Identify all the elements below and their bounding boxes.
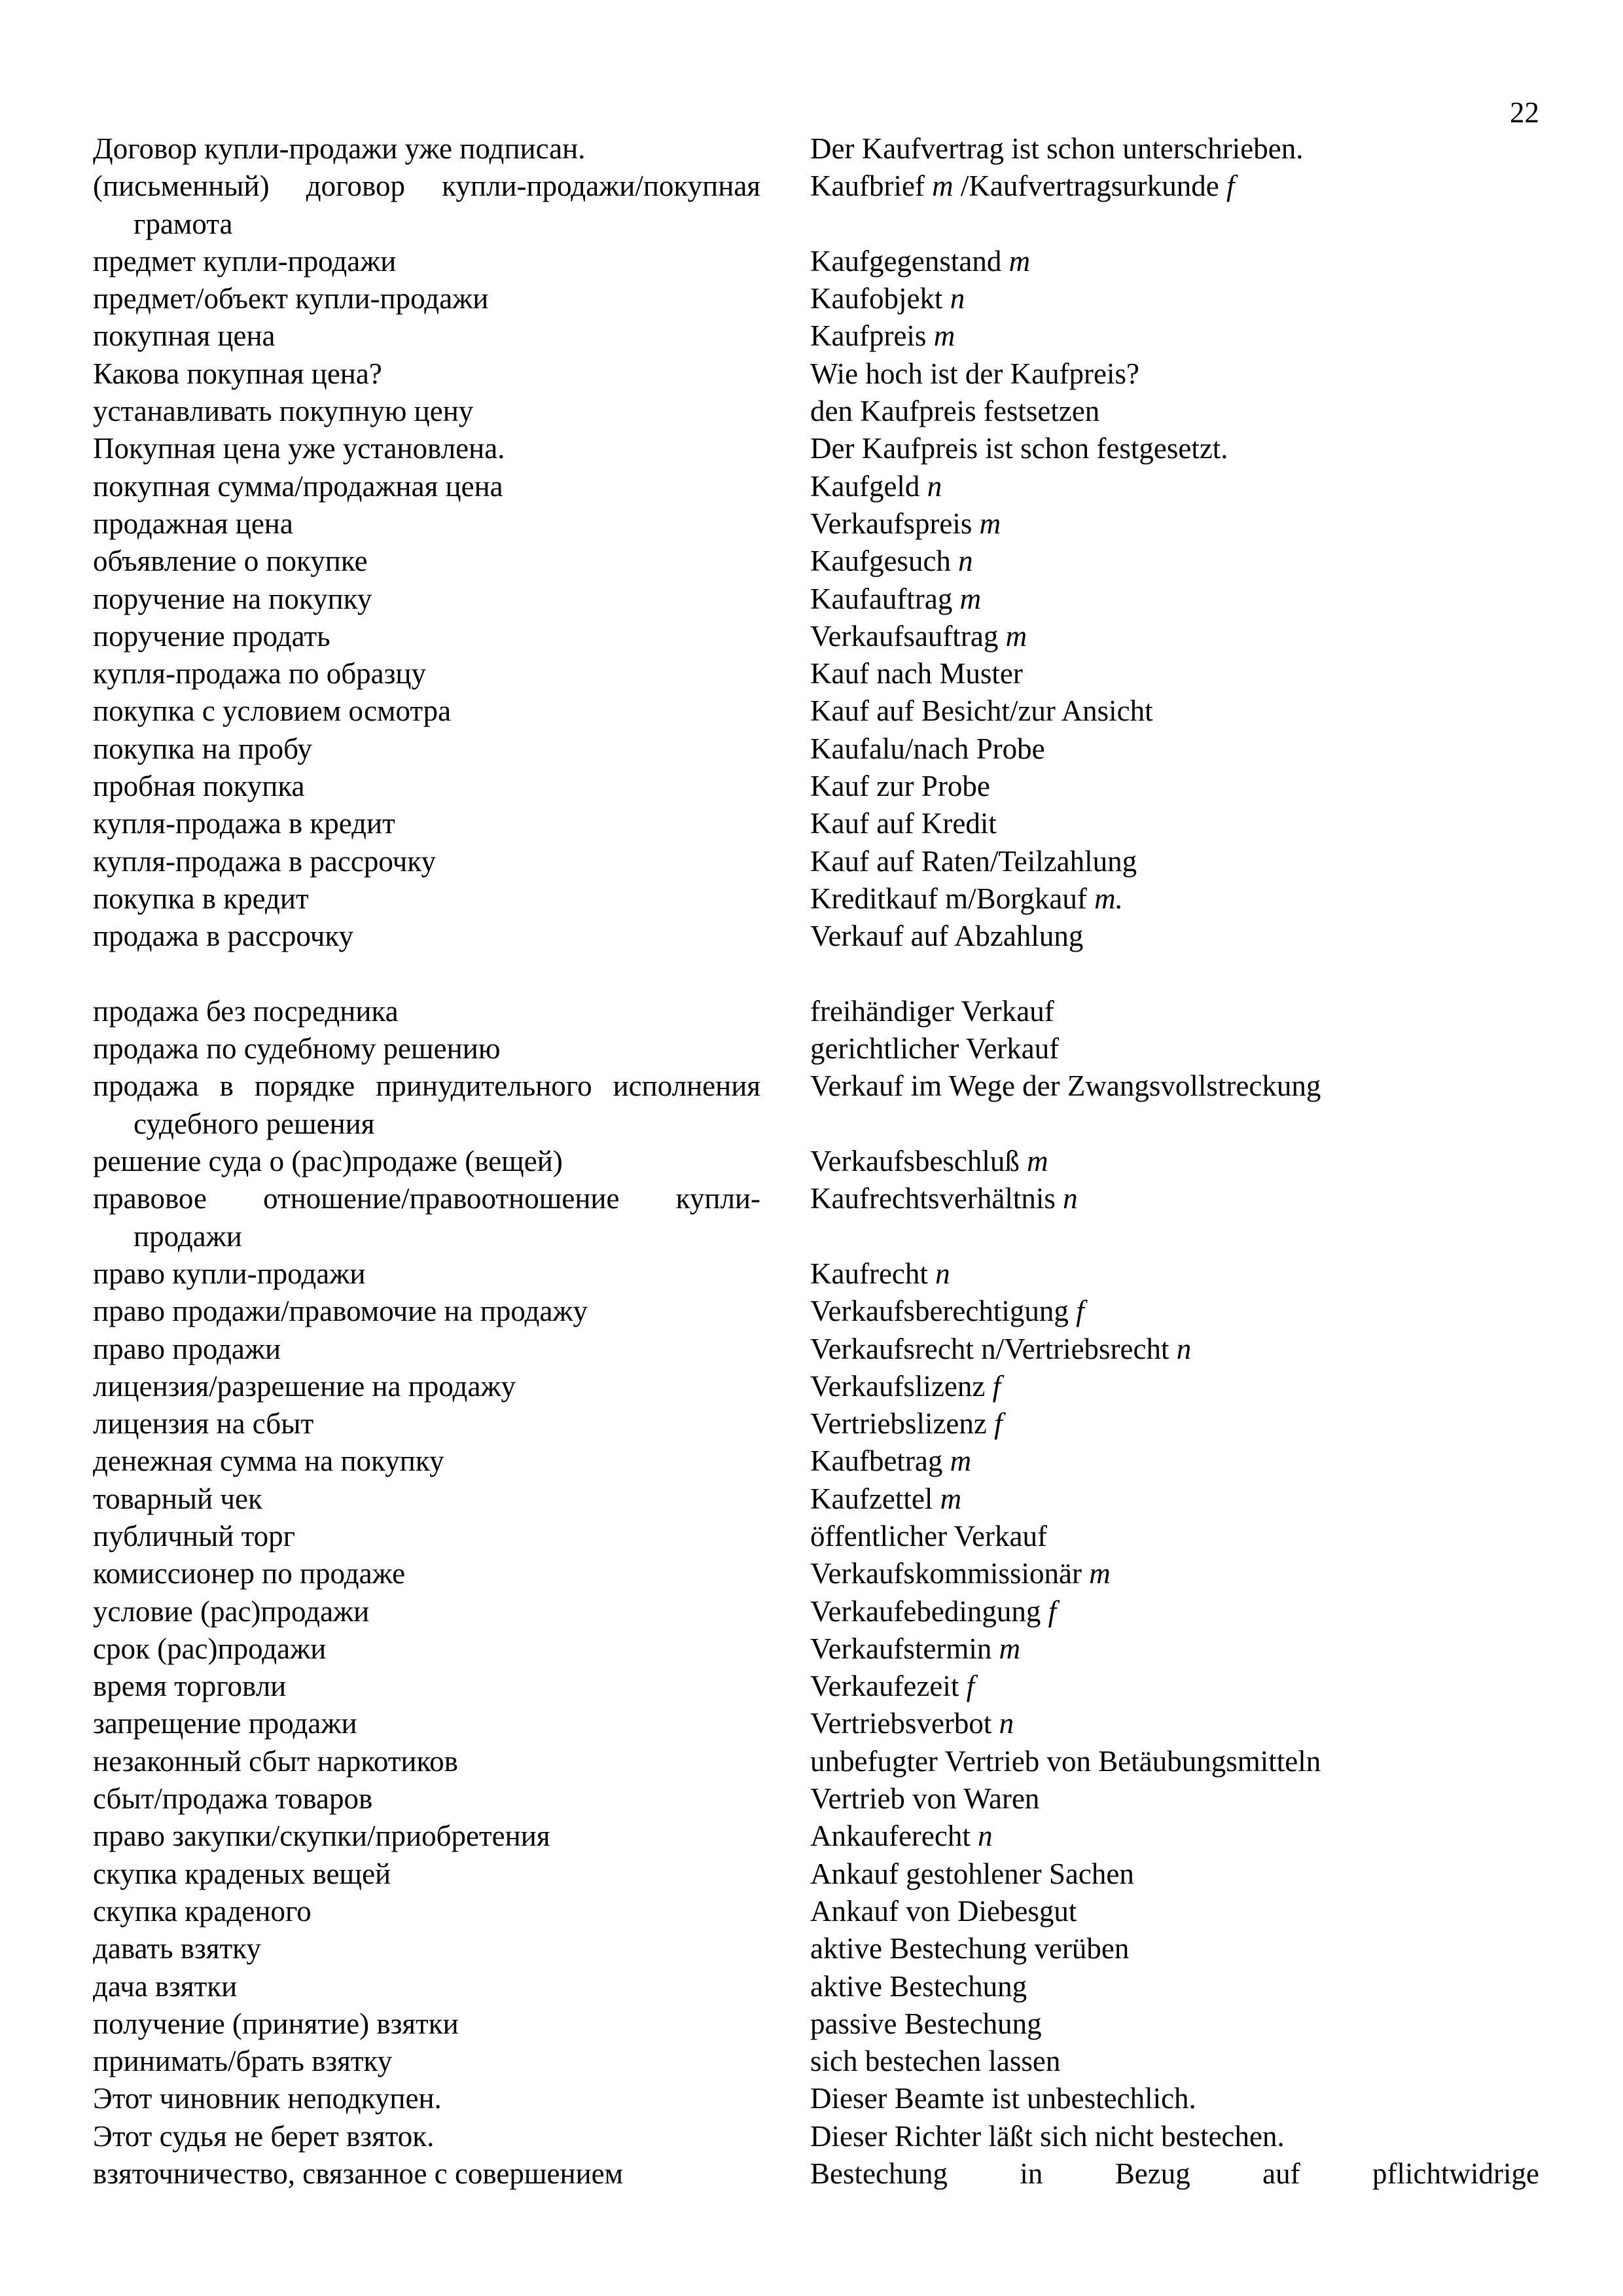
german-term — [810, 1630, 1539, 1668]
russian-term: незаконный сбыт наркотиков — [93, 1744, 458, 1778]
glossary-row — [93, 1143, 1539, 1180]
glossary-row — [93, 1331, 1539, 1368]
german-term — [810, 1555, 1539, 1592]
russian-term: скупка краденых вещей — [93, 1857, 391, 1890]
german-term — [810, 692, 1539, 730]
russian-term: пробная покупка — [93, 770, 305, 803]
russian-term: решение суда о (рас)продаже (вещей) — [93, 1145, 563, 1178]
german-term — [810, 1030, 1539, 1067]
german-text: Kaufalu/nach Probe — [810, 732, 1045, 765]
german-text: unbefugter Vertrieb von Betäubungsmitteln — [810, 1744, 1321, 1778]
grammatical-gender: n — [950, 282, 965, 315]
german-text: Kauf auf Kredit — [810, 807, 997, 840]
german-text: aktive Bestechung verüben — [810, 1932, 1130, 1965]
russian-term: товарный чек — [93, 1482, 262, 1515]
glossary-row — [93, 1743, 1539, 1780]
german-term — [810, 1331, 1539, 1368]
russian-term: лицензия/разрешение на продажу — [93, 1369, 516, 1403]
russian-term: право закупки/скупки/приобретения — [93, 1820, 550, 1853]
german-term — [810, 317, 1539, 355]
russian-term: (письменный) договор купли-продажи/покупная грамота — [93, 170, 760, 240]
german-text: Kaufrecht — [810, 1257, 936, 1290]
russian-term: покупка с условием осмотра — [93, 694, 452, 728]
russian-term: продажа в рассрочку — [93, 920, 354, 953]
russian-term: взяточничество, связанное с совершением — [93, 2157, 624, 2191]
glossary-row — [93, 1518, 1539, 1555]
russian-term: продажа по судебному решению — [93, 1032, 501, 1066]
glossary-row — [93, 618, 1539, 655]
grammatical-gender: n — [1063, 1182, 1078, 1215]
german-term — [810, 768, 1539, 805]
glossary-row — [93, 505, 1539, 543]
german-term — [810, 730, 1539, 768]
german-term — [810, 1443, 1539, 1480]
german-text: Kauf nach Muster — [810, 657, 1023, 691]
glossary-row — [93, 280, 1539, 317]
russian-term: принимать/брать взятку — [93, 2045, 393, 2078]
grammatical-gender: m — [1027, 1145, 1048, 1178]
german-text: sich bestechen lassen — [810, 2045, 1061, 2078]
russian-term: давать взятку — [93, 1932, 261, 1965]
german-text: Kaufobjekt — [810, 282, 950, 315]
glossary-row — [93, 692, 1539, 730]
german-text: Ankauf gestohlener Sachen — [810, 1857, 1134, 1890]
glossary-row — [93, 1705, 1539, 1742]
russian-term: комиссионер по продаже — [93, 1557, 406, 1590]
german-text: Dieser Beamte ist unbestechlich. — [810, 2082, 1196, 2115]
russian-term: купля-продажа в рассрочку — [93, 844, 437, 878]
german-term — [810, 355, 1539, 393]
german-text: öffentlicher Verkauf — [810, 1519, 1047, 1552]
russian-term: объявление о покупке — [93, 545, 368, 578]
glossary-row — [93, 880, 1539, 918]
glossary-row — [93, 1030, 1539, 1067]
german-text: Kaufgeld — [810, 469, 927, 503]
german-text: Kauf zur Probe — [810, 770, 990, 803]
grammatical-gender: n — [1176, 1332, 1192, 1365]
grammatical-gender: m — [1089, 1557, 1111, 1590]
grammatical-gender: m — [932, 170, 954, 203]
russian-term: предмет/объект купли-продажи — [93, 282, 489, 315]
german-text: Der Kaufvertrag ist schon unterschrieben. — [810, 132, 1304, 165]
german-text: Verkaufstermin — [810, 1632, 999, 1665]
grammatical-gender: m — [940, 1482, 962, 1515]
german-text: Vertrieb von Waren — [810, 1782, 1040, 1816]
glossary-row — [93, 2080, 1539, 2117]
german-text: Kaufzettel — [810, 1482, 940, 1515]
glossary-row — [93, 317, 1539, 355]
glossary-row — [93, 1067, 1539, 1143]
german-text: Dieser Richter läßt sich nicht bestechen. — [810, 2119, 1285, 2153]
russian-term: сбыт/продажа товаров — [93, 1782, 373, 1816]
glossary-row — [93, 130, 1539, 168]
german-term — [810, 581, 1539, 618]
glossary-row — [93, 1668, 1539, 1705]
german-term — [810, 1593, 1539, 1630]
german-term — [810, 880, 1539, 918]
german-text: Verkaufslizenz — [810, 1369, 993, 1403]
russian-term: Покупная цена уже установлена. — [93, 432, 505, 465]
russian-term: продажа в порядке принудительного исполнения судебного решения — [93, 1069, 760, 1140]
russian-term: Договор купли-продажи уже подписан. — [93, 132, 586, 165]
german-text: Bestechung in Bezug auf pflichtwidrige — [810, 2157, 1539, 2191]
glossary-row — [93, 243, 1539, 280]
russian-term: денежная сумма на покупку — [93, 1444, 444, 1478]
russian-term: устанавливать покупную цену — [93, 395, 474, 428]
german-term — [810, 1930, 1539, 1967]
german-term — [810, 2080, 1539, 2117]
german-term — [810, 1293, 1539, 1330]
glossary-row — [93, 918, 1539, 955]
glossary-row — [93, 1593, 1539, 1630]
glossary-row — [93, 430, 1539, 467]
german-text: aktive Bestechung — [810, 1969, 1027, 2003]
russian-term: скупка краденого — [93, 1894, 312, 1928]
glossary-row — [93, 581, 1539, 618]
glossary-row — [93, 655, 1539, 692]
glossary-row — [93, 1780, 1539, 1818]
russian-term: право продажи — [93, 1332, 281, 1365]
german-term — [810, 1705, 1539, 1742]
german-text: Verkaufskommissionär — [810, 1557, 1090, 1590]
glossary-row — [93, 543, 1539, 580]
glossary-row — [93, 805, 1539, 842]
russian-term: поручение на покупку — [93, 582, 372, 615]
russian-term: время торговли — [93, 1670, 287, 1703]
german-text: Ankauferecht — [810, 1820, 978, 1853]
german-text: passive Bestechung — [810, 2007, 1042, 2040]
german-term — [810, 2005, 1539, 2043]
german-term — [810, 1518, 1539, 1555]
german-text: Kaufauftrag — [810, 582, 960, 615]
german-term — [810, 843, 1539, 880]
russian-term: купля-продажа в кредит — [93, 807, 395, 840]
german-text: Vertriebsverbot — [810, 1707, 999, 1740]
german-text: Verkauf auf Abzahlung — [810, 920, 1084, 953]
german-term — [810, 1968, 1539, 2005]
glossary-row — [93, 2118, 1539, 2155]
grammatical-gender: m — [959, 582, 982, 615]
german-text: Verkaufezeit — [810, 1670, 967, 1703]
german-term — [810, 1668, 1539, 1705]
russian-term: срок (рас)продажи — [93, 1632, 327, 1665]
russian-term: покупная цена — [93, 319, 276, 353]
glossary-row — [93, 1405, 1539, 1443]
grammatical-gender: f — [994, 1407, 1003, 1441]
german-text: Kaufrechtsverhältnis — [810, 1182, 1063, 1215]
glossary-row — [93, 2043, 1539, 2080]
grammatical-gender: m — [933, 319, 955, 353]
german-term — [810, 805, 1539, 842]
german-term — [810, 1818, 1539, 1855]
blank-line — [93, 956, 1539, 993]
german-term — [810, 280, 1539, 317]
german-text: /Kaufvertragsurkunde — [953, 170, 1227, 203]
german-term — [810, 1067, 1539, 1143]
russian-term: правовое отношение/правоотношение купли-продажи — [93, 1182, 760, 1253]
russian-term: право продажи/правомочие на продажу — [93, 1295, 588, 1328]
russian-term: публичный торг — [93, 1519, 296, 1552]
german-term — [810, 168, 1539, 243]
glossary-row — [93, 2155, 1539, 2193]
grammatical-gender: n — [978, 1820, 993, 1853]
german-term — [810, 1368, 1539, 1405]
grammatical-gender: f — [1076, 1295, 1084, 1328]
german-text: Kaufgegenstand — [810, 244, 1009, 278]
glossary-row — [93, 1443, 1539, 1480]
glossary-entries — [93, 130, 1539, 2193]
russian-term: лицензия на сбыт — [93, 1407, 314, 1441]
russian-term: Какова покупная цена? — [93, 357, 382, 390]
glossary-row — [93, 768, 1539, 805]
grammatical-gender: m — [979, 507, 1001, 540]
german-term — [810, 1255, 1539, 1293]
russian-term: Этот чиновник неподкупен. — [93, 2082, 442, 2115]
grammatical-gender: m — [1005, 619, 1027, 653]
german-term — [810, 2155, 1539, 2193]
german-term — [810, 393, 1539, 430]
glossary-row — [93, 1856, 1539, 1893]
german-term — [810, 468, 1539, 505]
german-text: Kaufbetrag — [810, 1444, 950, 1478]
german-term — [810, 243, 1539, 280]
german-text: freihändiger Verkauf — [810, 994, 1054, 1028]
german-term — [810, 543, 1539, 580]
russian-term: запрещение продажи — [93, 1707, 357, 1740]
german-text: Wie hoch ist der Kaufpreis? — [810, 357, 1139, 390]
german-text: Der Kaufpreis ist schon festgesetzt. — [810, 432, 1228, 465]
grammatical-gender: n — [935, 1257, 950, 1290]
glossary-row — [93, 1480, 1539, 1518]
glossary-row — [93, 1893, 1539, 1930]
glossary-row — [93, 393, 1539, 430]
grammatical-gender: f — [1226, 170, 1235, 203]
russian-term: покупная сумма/продажная цена — [93, 469, 503, 503]
german-text: Verkaufsauftrag — [810, 619, 1006, 653]
glossary-row — [93, 1630, 1539, 1668]
german-term — [810, 505, 1539, 543]
german-text: Kauf auf Besicht/zur Ansicht — [810, 694, 1153, 728]
german-text: Kreditkauf m/Borgkauf — [810, 882, 1095, 915]
russian-term: продажа без посредника — [93, 994, 399, 1028]
german-text: Kaufgesuch — [810, 545, 959, 578]
german-term — [810, 1893, 1539, 1930]
russian-term: покупка в кредит — [93, 882, 309, 915]
grammatical-gender: n — [958, 545, 973, 578]
german-text: Vertriebslizenz — [810, 1407, 995, 1441]
german-term — [810, 1780, 1539, 1818]
russian-term: Этот судья не берет взяток. — [93, 2119, 435, 2153]
grammatical-gender: m — [1008, 244, 1031, 278]
german-term — [810, 2043, 1539, 2080]
russian-term: покупка на пробу — [93, 732, 312, 765]
glossary-row — [93, 2005, 1539, 2043]
russian-term: дача взятки — [93, 1969, 238, 2003]
russian-term: получение (принятие) взятки — [93, 2007, 459, 2040]
grammatical-gender: f — [1048, 1594, 1057, 1628]
grammatical-gender: f — [966, 1670, 975, 1703]
glossary-row — [93, 168, 1539, 243]
russian-term: купля-продажа по образцу — [93, 657, 426, 691]
glossary-row — [93, 1368, 1539, 1405]
grammatical-gender: m. — [1094, 882, 1123, 915]
german-text: den Kaufpreis festsetzen — [810, 395, 1100, 428]
german-text: Verkaufebedingung — [810, 1594, 1048, 1628]
russian-term: право купли-продажи — [93, 1257, 366, 1290]
german-text: Kaufbrief — [810, 170, 933, 203]
glossary-row — [93, 993, 1539, 1030]
page-number: 22 — [1510, 96, 1539, 129]
german-text: Verkaufsberechtigung — [810, 1295, 1077, 1328]
grammatical-gender: m — [999, 1632, 1021, 1665]
german-term — [810, 993, 1539, 1030]
glossary-row — [93, 1968, 1539, 2005]
german-term — [810, 618, 1539, 655]
glossary-row — [93, 1255, 1539, 1293]
glossary-row — [93, 730, 1539, 768]
german-term — [810, 1743, 1539, 1780]
glossary-row — [93, 843, 1539, 880]
german-text: Verkauf im Wege der Zwangsvollstreckung — [810, 1069, 1321, 1103]
german-text: Kaufpreis — [810, 319, 934, 353]
russian-term: условие (рас)продажи — [93, 1594, 370, 1628]
german-term — [810, 1405, 1539, 1443]
german-text: Verkaufspreis — [810, 507, 980, 540]
glossary-row — [93, 1818, 1539, 1855]
grammatical-gender: n — [927, 469, 942, 503]
grammatical-gender: m — [950, 1444, 972, 1478]
russian-term: продажная цена — [93, 507, 293, 540]
german-term — [810, 130, 1539, 168]
glossary-row — [93, 468, 1539, 505]
russian-term: предмет купли-продажи — [93, 244, 397, 278]
german-term — [810, 1143, 1539, 1180]
glossary-row — [93, 1180, 1539, 1255]
german-text: Ankauf von Diebesgut — [810, 1894, 1077, 1928]
glossary-row — [93, 1555, 1539, 1592]
german-term — [810, 1180, 1539, 1255]
grammatical-gender: f — [992, 1369, 1001, 1403]
german-text: Kauf auf Raten/Teilzahlung — [810, 844, 1137, 878]
russian-term: поручение продать — [93, 619, 330, 653]
german-term — [810, 430, 1539, 467]
german-text: Verkaufsbeschluß — [810, 1145, 1027, 1178]
german-term — [810, 655, 1539, 692]
glossary-row — [93, 355, 1539, 393]
german-term — [810, 918, 1539, 955]
german-term — [810, 1856, 1539, 1893]
german-text: gerichtlicher Verkauf — [810, 1032, 1060, 1066]
glossary-row — [93, 1930, 1539, 1967]
glossary-row — [93, 1293, 1539, 1330]
german-text: Verkaufsrecht n/Vertriebsrecht — [810, 1332, 1177, 1365]
german-term — [810, 2118, 1539, 2155]
german-term — [810, 1480, 1539, 1518]
grammatical-gender: n — [999, 1707, 1014, 1740]
